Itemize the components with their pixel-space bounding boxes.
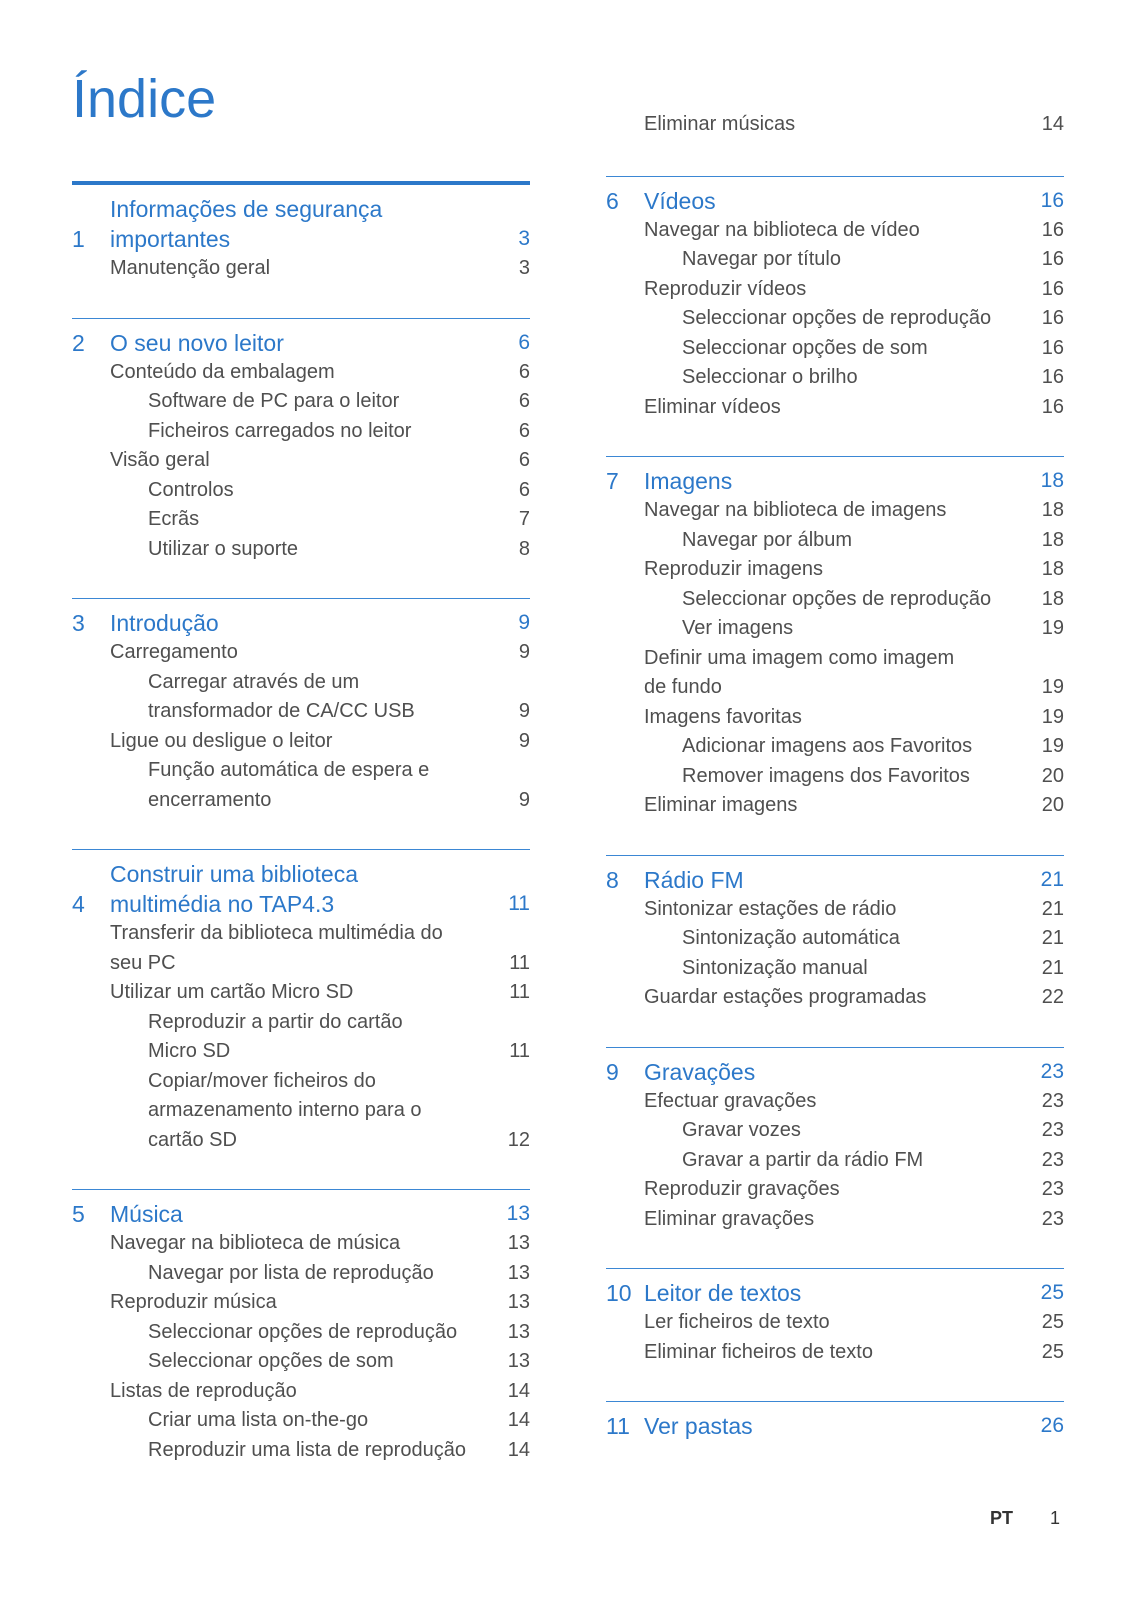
toc-entry[interactable] — [606, 585, 1064, 615]
toc-entry-page: 6 — [518, 419, 530, 442]
toc-entry-label: Reproduzir imagens — [644, 558, 823, 580]
language-code: PT — [989, 1508, 1013, 1528]
toc-entry[interactable] — [606, 496, 1064, 526]
toc-section — [72, 181, 530, 284]
toc-section — [606, 176, 1064, 423]
toc-entry-label: Remover imagens dos Favoritos — [682, 764, 970, 787]
toc-right-column — [606, 110, 1064, 1475]
toc-entry-label: Sintonizar estações de rádio — [644, 897, 897, 920]
toc-entry-label: Seleccionar o brilho — [682, 366, 858, 388]
toc-entry-label: Reproduzir a partir do cartão Micro SD — [148, 1010, 403, 1062]
toc-entry[interactable] — [72, 446, 530, 476]
toc-entry-label: Ligue ou desligue o leitor — [110, 729, 333, 752]
toc-section — [72, 318, 530, 565]
toc-entry[interactable] — [606, 614, 1064, 644]
toc-entry[interactable] — [606, 245, 1064, 275]
toc-entry-label: Reproduzir música — [110, 1291, 277, 1313]
toc-entry-page: 19 — [1041, 617, 1064, 639]
toc-entry-label: Reproduzir gravações — [644, 1178, 840, 1200]
toc-section-heading[interactable] — [72, 1190, 530, 1229]
toc-entries — [606, 1308, 1064, 1367]
toc-entry-page: 6 — [518, 360, 530, 383]
toc-entry-page: 9 — [518, 729, 530, 752]
toc-entry-label: Navegar por álbum — [682, 528, 853, 551]
toc-entry[interactable] — [72, 476, 530, 506]
page-title: Índice — [72, 69, 217, 129]
toc-entry-page: 22 — [1041, 986, 1064, 1008]
toc-entry-page: 14 — [507, 1409, 530, 1431]
toc-section — [606, 1047, 1064, 1235]
section-page: 11 — [508, 892, 530, 915]
toc-entry[interactable] — [606, 526, 1064, 556]
toc-entry-page: 19 — [1041, 676, 1064, 698]
section-page: 25 — [1040, 1281, 1064, 1304]
toc-entry-page: 14 — [507, 1379, 530, 1402]
section-number: 3 — [72, 610, 85, 636]
toc-entry-page: 21 — [1041, 927, 1064, 949]
toc-entry[interactable] — [606, 1338, 1064, 1368]
toc-entry-label: Software de PC para o leitor — [148, 390, 400, 412]
toc-entry-page: 23 — [1041, 1178, 1064, 1200]
toc-entry[interactable] — [606, 304, 1064, 334]
toc-section — [606, 1401, 1064, 1441]
right-sections — [606, 176, 1064, 1442]
continued-entries — [606, 110, 1064, 140]
toc-entry[interactable] — [72, 1259, 530, 1289]
toc-entry-page: 13 — [507, 1261, 530, 1284]
page-footer — [990, 1508, 1060, 1529]
section-page: 23 — [1040, 1059, 1064, 1083]
toc-entry[interactable] — [606, 703, 1064, 733]
toc-entry[interactable] — [72, 1347, 530, 1377]
section-page: 3 — [518, 227, 530, 250]
toc-entry[interactable] — [72, 727, 530, 757]
toc-section-heading[interactable] — [72, 850, 530, 919]
toc-entry-label: Carregamento — [110, 641, 238, 663]
toc-entry[interactable] — [72, 978, 530, 1008]
toc-entry[interactable] — [606, 334, 1064, 364]
section-number: 7 — [606, 468, 619, 494]
toc-entry-label: Gravar vozes — [682, 1119, 801, 1141]
toc-entry-label: Manutenção geral — [110, 257, 271, 279]
toc-entry-label: Criar uma lista on-the-go — [148, 1409, 369, 1431]
toc-entries — [72, 254, 530, 284]
toc-entry[interactable] — [72, 358, 530, 388]
toc-section — [606, 1268, 1064, 1367]
section-title: Vídeos — [644, 187, 716, 214]
toc-entry-page: 19 — [1041, 735, 1064, 757]
toc-entry-label: Transferir da biblioteca multimédia do seu PC — [110, 922, 443, 974]
toc-entry-page: 11 — [509, 981, 530, 1003]
toc-entry[interactable] — [72, 638, 530, 668]
toc-entry-page: 14 — [1041, 113, 1064, 135]
toc-entry-label: Adicionar imagens aos Favoritos — [682, 735, 973, 757]
toc-entry-label: Gravar a partir da rádio FM — [682, 1148, 924, 1171]
toc-entry-page: 18 — [1041, 587, 1064, 610]
toc-entry[interactable] — [72, 505, 530, 535]
toc-entry-label: Navegar na biblioteca de imagens — [644, 499, 947, 521]
toc-entry-page: 6 — [518, 478, 530, 501]
toc-entry-label: Definir uma imagem como imagem de fundo — [644, 646, 955, 698]
toc-entries — [72, 638, 530, 815]
page-number: 1 — [1049, 1508, 1060, 1528]
toc-entry-label: Ler ficheiros de texto — [644, 1311, 830, 1333]
section-title: Rádio FM — [644, 866, 744, 893]
toc-entries — [72, 919, 530, 1155]
toc-entry-page: 25 — [1041, 1311, 1064, 1333]
toc-entry[interactable] — [606, 216, 1064, 246]
toc-entry[interactable] — [606, 1308, 1064, 1338]
toc-entry-label: Carregar através de um transformador de CA/CC USB — [148, 670, 415, 722]
toc-entry-page: 9 — [518, 641, 530, 663]
toc-entry-page: 16 — [1041, 395, 1064, 418]
toc-entry[interactable] — [72, 1436, 530, 1466]
toc-entry-page: 21 — [1041, 956, 1064, 979]
toc-entries — [72, 358, 530, 565]
toc-entry-page: 16 — [1041, 307, 1064, 329]
toc-entry[interactable] — [72, 668, 530, 727]
toc-left-column — [72, 181, 530, 1499]
toc-entry-label: Sintonização automática — [682, 927, 900, 949]
toc-entries — [606, 216, 1064, 423]
toc-entry-label: Eliminar ficheiros de texto — [644, 1340, 873, 1363]
toc-entry-page: 16 — [1041, 218, 1064, 241]
toc-entry[interactable] — [72, 1229, 530, 1259]
toc-section-heading[interactable] — [606, 856, 1064, 895]
section-number: 4 — [72, 891, 85, 917]
toc-entry[interactable] — [72, 417, 530, 447]
section-title: Música — [110, 1201, 183, 1227]
section-number: 5 — [72, 1201, 85, 1227]
toc-entry-label: Listas de reprodução — [110, 1379, 297, 1402]
toc-entry-page: 16 — [1041, 366, 1064, 388]
toc-section-heading[interactable] — [606, 177, 1064, 216]
section-page: 13 — [506, 1202, 530, 1225]
toc-entry-page: 23 — [1041, 1089, 1064, 1112]
toc-entry-label: Seleccionar opções de reprodução — [682, 587, 992, 610]
toc-entry-label: Eliminar vídeos — [644, 395, 781, 418]
toc-entry-page: 6 — [518, 390, 530, 412]
toc-entry[interactable] — [606, 1087, 1064, 1117]
toc-section — [606, 855, 1064, 1013]
toc-entry-page: 11 — [509, 951, 530, 974]
toc-entry[interactable] — [72, 1318, 530, 1348]
toc-entry[interactable] — [606, 1175, 1064, 1205]
toc-entry-page: 19 — [1041, 705, 1064, 728]
toc-entry-page: 6 — [518, 449, 530, 471]
toc-entry-page: 18 — [1041, 528, 1064, 551]
toc-entry-label: Reproduzir vídeos — [644, 277, 807, 300]
toc-entry[interactable] — [72, 387, 530, 417]
toc-entry-page: 23 — [1041, 1148, 1064, 1171]
toc-entry-label: Seleccionar opções de reprodução — [148, 1320, 458, 1343]
toc-entry[interactable] — [72, 1008, 530, 1067]
toc-section — [72, 598, 530, 815]
section-number: 6 — [606, 187, 619, 214]
toc-entry-label: Ecrãs — [148, 508, 200, 530]
toc-entry-label: Controlos — [148, 478, 234, 501]
section-number: 1 — [72, 226, 85, 252]
toc-entry[interactable] — [606, 732, 1064, 762]
toc-entries — [606, 895, 1064, 1013]
toc-entry-label: Ficheiros carregados no leitor — [148, 419, 412, 442]
section-number: 9 — [606, 1058, 619, 1085]
toc-entry-page: 23 — [1041, 1119, 1064, 1141]
section-title: Leitor de textos — [644, 1280, 802, 1306]
section-title: Introdução — [110, 610, 219, 636]
toc-entries — [72, 1229, 530, 1465]
toc-entry-label: Conteúdo da embalagem — [110, 360, 335, 383]
toc-entry[interactable] — [72, 535, 530, 565]
toc-entry[interactable] — [72, 756, 530, 815]
toc-section-heading[interactable] — [72, 599, 530, 638]
toc-entry[interactable] — [606, 1116, 1064, 1146]
toc-entry-label: Navegar por título — [682, 248, 841, 270]
toc-entry-label: Guardar estações programadas — [644, 986, 927, 1008]
toc-entry[interactable] — [606, 644, 1064, 703]
toc-entry-page: 13 — [507, 1350, 530, 1372]
toc-entry-page: 20 — [1041, 794, 1064, 816]
toc-entry-page: 16 — [1041, 248, 1064, 270]
toc-entry-page: 9 — [518, 700, 530, 722]
toc-entry-page: 11 — [509, 1040, 530, 1062]
toc-section-heading[interactable] — [72, 319, 530, 358]
toc-section — [72, 849, 530, 1155]
toc-entry-page: 13 — [507, 1232, 530, 1254]
toc-entry-label: Eliminar músicas — [644, 113, 796, 135]
toc-entry[interactable] — [72, 1377, 530, 1407]
toc-entry-page: 7 — [518, 508, 530, 530]
toc-entry-page: 23 — [1041, 1207, 1064, 1230]
section-title: Imagens — [644, 468, 733, 494]
toc-entry[interactable] — [606, 1205, 1064, 1235]
toc-entry-page: 16 — [1041, 336, 1064, 359]
toc-entry-label: Visão geral — [110, 449, 210, 471]
section-title: Ver pastas — [644, 1413, 753, 1439]
toc-entry-label: Imagens favoritas — [644, 705, 802, 728]
toc-section-heading[interactable] — [606, 457, 1064, 496]
toc-entry-page: 14 — [507, 1438, 530, 1461]
toc-section-heading[interactable] — [606, 1402, 1064, 1441]
toc-entry[interactable] — [606, 363, 1064, 393]
toc-entry-label: Navegar por lista de reprodução — [148, 1261, 434, 1284]
section-number: 2 — [72, 329, 85, 356]
toc-entry-label: Seleccionar opções de som — [148, 1350, 394, 1372]
section-page: 18 — [1040, 469, 1064, 492]
toc-entry-label: Navegar na biblioteca de música — [110, 1232, 401, 1254]
toc-section — [606, 456, 1064, 821]
toc-entry[interactable] — [606, 393, 1064, 423]
section-number: 8 — [606, 866, 619, 893]
toc-entry-label: Sintonização manual — [682, 956, 868, 979]
toc-section-heading[interactable] — [606, 1048, 1064, 1087]
section-title: Informações de segurança importantes — [110, 196, 383, 252]
toc-entry-label: Utilizar o suporte — [148, 537, 299, 560]
toc-entries — [606, 496, 1064, 821]
toc-entry-label: Ver imagens — [682, 617, 794, 639]
toc-entry-page: 8 — [518, 537, 530, 560]
toc-entry[interactable] — [72, 254, 530, 284]
toc-entry-label: Utilizar um cartão Micro SD — [110, 981, 354, 1003]
toc-entry-page: 20 — [1041, 764, 1064, 787]
toc-entry-page: 3 — [518, 257, 530, 279]
toc-entry-page: 25 — [1041, 1340, 1064, 1363]
toc-entry-page: 18 — [1041, 499, 1064, 521]
toc-entry[interactable] — [606, 895, 1064, 925]
toc-entry[interactable] — [606, 110, 1064, 140]
toc-section-heading[interactable] — [606, 1269, 1064, 1308]
toc-entry-label: Navegar na biblioteca de vídeo — [644, 218, 920, 241]
toc-entry[interactable] — [606, 275, 1064, 305]
section-page: 9 — [518, 611, 530, 634]
toc-entry[interactable] — [72, 1288, 530, 1318]
toc-section-heading[interactable] — [72, 185, 530, 254]
toc-entry-page: 13 — [507, 1320, 530, 1343]
toc-entry-page: 13 — [507, 1291, 530, 1313]
section-title: Construir uma biblioteca multimédia no TAP4.3 — [110, 861, 359, 917]
toc-entry-label: Seleccionar opções de som — [682, 336, 928, 359]
toc-entry[interactable] — [72, 1406, 530, 1436]
toc-entry[interactable] — [606, 791, 1064, 821]
toc-section — [72, 1189, 530, 1465]
toc-entry[interactable] — [606, 924, 1064, 954]
section-title: Gravações — [644, 1058, 756, 1085]
toc-entry-page: 21 — [1041, 897, 1064, 920]
toc-entry[interactable] — [606, 983, 1064, 1013]
toc-entry[interactable] — [606, 555, 1064, 585]
toc-entry[interactable] — [606, 762, 1064, 792]
section-title: O seu novo leitor — [110, 329, 284, 356]
toc-entry[interactable] — [72, 1067, 530, 1156]
toc-entries — [606, 1087, 1064, 1235]
toc-entry-page: 12 — [507, 1128, 530, 1151]
toc-entry[interactable] — [72, 919, 530, 978]
toc-entry-label: Função automática de espera e encerramento — [148, 759, 430, 811]
toc-entry-label: Reproduzir uma lista de reprodução — [148, 1438, 466, 1461]
section-page: 6 — [518, 330, 530, 354]
toc-entry-page: 16 — [1041, 277, 1064, 300]
toc-entry[interactable] — [606, 1146, 1064, 1176]
section-page: 26 — [1040, 1414, 1064, 1437]
section-number: 10 — [606, 1280, 632, 1306]
section-page: 16 — [1040, 188, 1064, 212]
toc-entry-label: Copiar/mover ficheiros do armazenamento interno para o cartão SD — [148, 1069, 422, 1151]
toc-entry-label: Efectuar gravações — [644, 1089, 817, 1112]
toc-entry-label: Eliminar imagens — [644, 794, 798, 816]
toc-entry-page: 9 — [518, 788, 530, 811]
toc-entry-label: Eliminar gravações — [644, 1207, 815, 1230]
section-page: 21 — [1040, 867, 1064, 891]
toc-entry[interactable] — [606, 954, 1064, 984]
toc-entry-label: Seleccionar opções de reprodução — [682, 307, 992, 329]
toc-entry-page: 18 — [1041, 558, 1064, 580]
section-number: 11 — [606, 1413, 630, 1439]
